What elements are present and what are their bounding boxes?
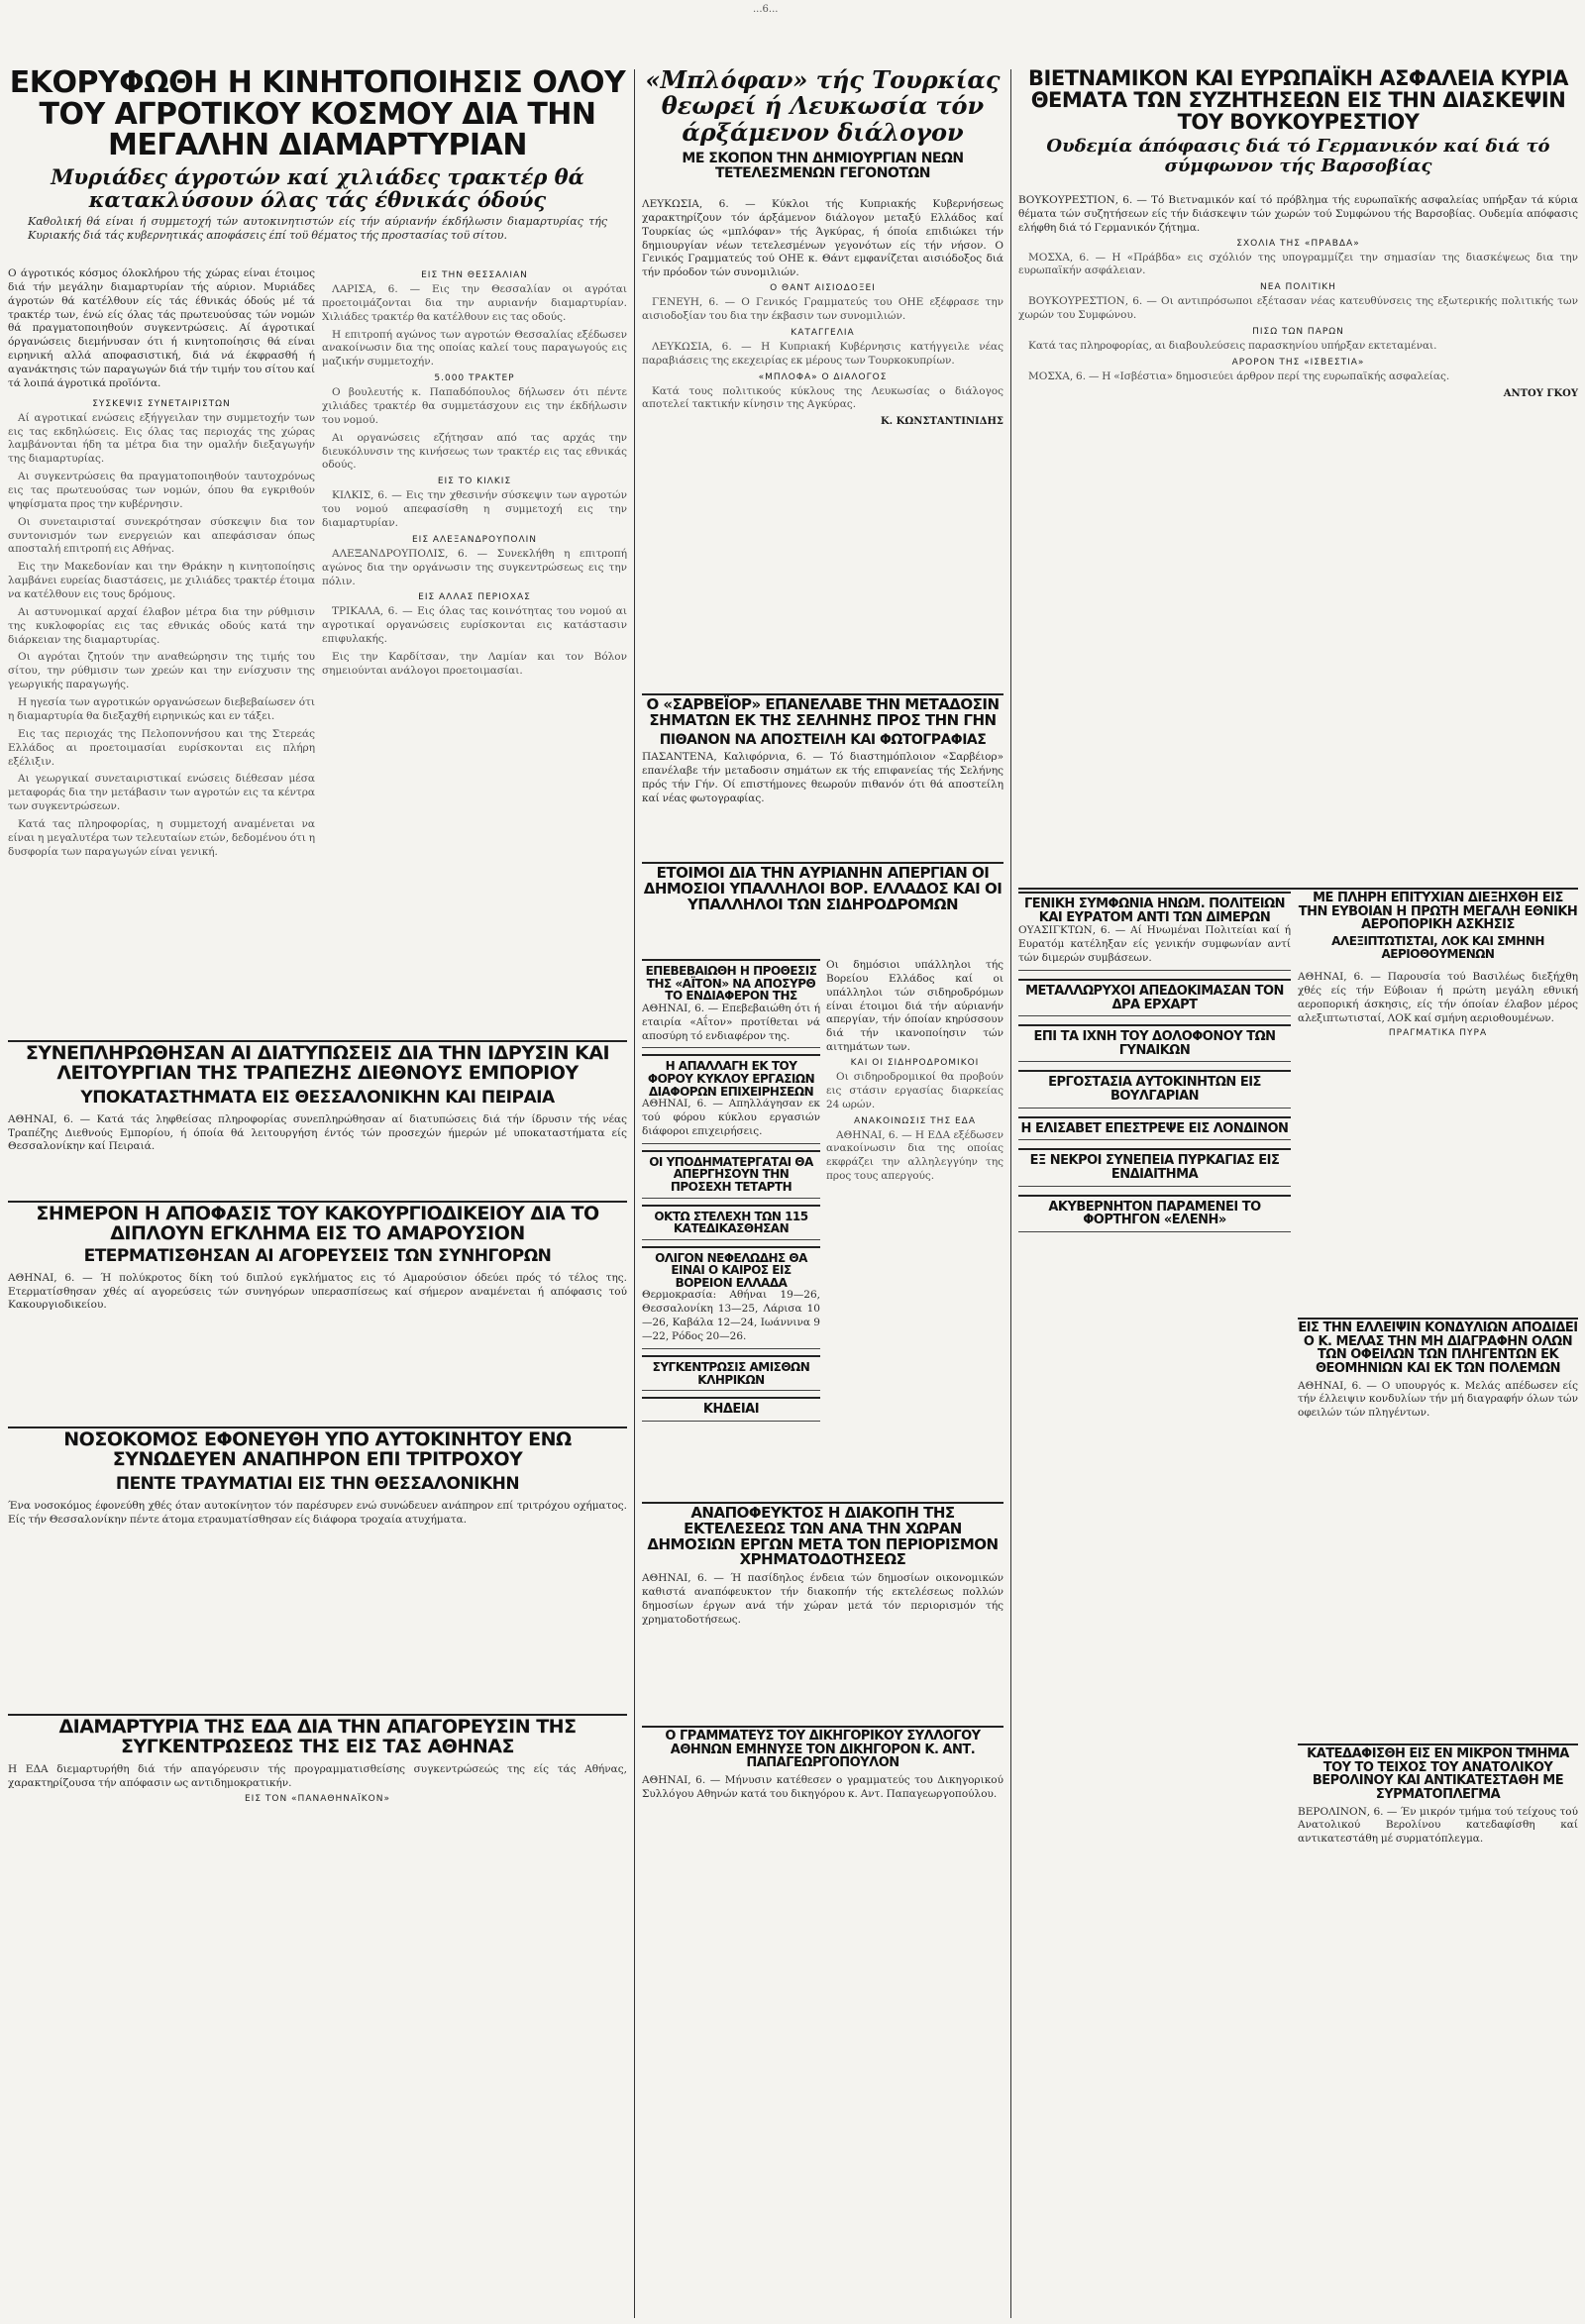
lead-body-right: [322, 267, 627, 1030]
section-kicker: ΠΡΑΓΜΑΤΙΚΑ ΠΥΡΑ: [1388, 1028, 1488, 1039]
lead-body: Ο άγροτικός κόσμος όλοκλήρου τής χώρας είναι έτοιμος διά τήν μεγάλην διαμαρτυρίαν τής αύριον. Μυριάδες άγροτών θά κατέλθουν είς τάς έθνικάς όδούς μέ τά τρακτέρ των, ένώ είς όλας τάς πρωτευούσας τών νομών θά πραγματοποιηθούν συγκεντρώσεις. Αί άγροτικαί όργανώσεις διεμήνυσαν ότι ή κινητοποίησις θά είναι ειρηνική αλλά αποφασιστική, διά νά έκφρασθή ή αγανάκτησις τών παραγωγών διά τήν τιμήν του σίτου καί τά λοιπά άγροτικά προϊόντα.: [8, 267, 315, 389]
section-kicker: ΑΡΟΡΟΝ ΤΗΣ «ΙΣΒΕΣΤΙΑ»: [1231, 357, 1365, 368]
airforce-article: [1298, 891, 1578, 961]
strike-body-block: [826, 959, 1004, 1494]
freighter-headline: ΑΚΥΒΕΡΝΗΤΟΝ ΠΑΡΑΜΕΝΕΙ ΤΟ ΦΟΡΤΗΓΟΝ «ΕΛΕΝΗ»: [1048, 1199, 1261, 1228]
bank-subhead: ΥΠΟΚΑΤΑΣΤΗΜΑΤΑ ΕΙΣ ΘΕΣΣΑΛΟΝΙΚΗΝ ΚΑΙ ΠΕΙΡΑΙΑ: [80, 1087, 555, 1108]
turkey-body-block: [642, 198, 1004, 684]
turkey-headline: «Μπλόφαν» τής Τουρκίας θεωρεί ή Λευκωσία τόν άρξάμενον διάλογον: [645, 65, 1001, 147]
circle-headline: Η ΑΠΑΛΛΑΓΗ ΕΚ ΤΟΥ ΦΟΡΟΥ ΚΥΚΛΟΥ ΕΡΓΑΣΙΩΝ ΔΙΑΦΟΡΩΝ ΕΠΙΧΕΙΡΗΣΕΩΝ: [647, 1059, 815, 1099]
lead-kilkis: ΚΙΛΚΙΣ, 6. — Εις την χθεσινήν σύσκεψιν των αγροτών του νομού απεφασίσθη η συμμετοχή εις την διαμαρτυρίαν.: [322, 489, 627, 530]
section-kicker: ΚΑΙ ΟΙ ΣΙΔΗΡΟΔΡΟΜΙΚΟΙ: [850, 1058, 980, 1069]
nurse-body: Ένα νοσοκόμος έφονεύθη χθές όταν αυτοκίνητον τόν παρέσυρεν ενώ συνώδευεν ανάπηρον επί τριτρόχου οχήματος. Είς τήν Θεσσαλονίκην πέντε άτομα ετραυματίσθησαν είς διάφορα τροχαία ατυχήματα.: [8, 1499, 627, 1526]
weather-headline: ΟΛΙΓΟΝ ΝΕΦΕΛΩΔΗΣ ΘΑ ΕΙΝΑΙ Ο ΚΑΙΡΟΣ ΕΙΣ ΒΟΡΕΙΟΝ ΕΛΛΑΔΑ: [655, 1250, 807, 1290]
murderer-headline: ΕΠΙ ΤΑ ΙΧΝΗ ΤΟΥ ΔΟΛΟΦΟΝΟΥ ΤΩΝ ΓΥΝΑΙΚΩΝ: [1033, 1029, 1276, 1058]
bank-body: ΑΘΗΝΑΙ, 6. — Κατά τάς ληφθείσας πληροφορίας συνεπληρώθησαν αί διατυπώσεις διά τήν ίδρυσιν τής νέας Τραπέζης Διεθνούς Εμπορίου, ή όποία θά λειτουργήση έντός τών προσεχών ήμερών μέ υποκαταστήματα είς Θεσσαλονίκην καί Πειραιά.: [8, 1112, 627, 1153]
works-article: [642, 1506, 1004, 1625]
turkey-article: [642, 67, 1004, 186]
vietnam-behind-scenes: Κατά τας πληροφορίας, αι διαβουλεύσεις παρασκηνίου υπήρξαν εκτεταμέναι.: [1028, 340, 1437, 353]
miners-headline: ΜΕΤΑΛΛΩΡΥΧΟΙ ΑΠΕΔΟΚΙΜΑΣΑΝ ΤΟΝ ΔΡΑ ΕΡΧΑΡΤ: [1025, 983, 1284, 1012]
vietnam-body-block: [1018, 194, 1578, 878]
court-subhead: ΕΤΕΡΜΑΤΙΣΘΗΣΑΝ ΑΙ ΑΓΟΡΕΥΣΕΙΣ ΤΩΝ ΣΥΝΗΓΟΡΩΝ: [83, 1245, 552, 1266]
col3-left-stack: [1018, 892, 1291, 1763]
clergy-headline: ΣΥΓΚΕΝΤΡΩΣΙΣ ΑΜΙΣΘΩΝ ΚΛΗΡΙΚΩΝ: [652, 1359, 810, 1387]
column-rule: [634, 69, 635, 2318]
section-kicker: ΝΕΑ ΠΟΛΙΤΙΚΗ: [1260, 282, 1336, 293]
section-kicker: «ΜΠΛΟΦΑ» Ο ΔΙΑΛΟΓΟΣ: [758, 371, 888, 382]
lead-body-left: [8, 267, 315, 1030]
berlin-headline: ΚΑΤΕΔΑΦΙΣΘΗ ΕΙΣ ΕΝ ΜΙΚΡΟΝ ΤΜΗΜΑ ΤΟΥ ΤΟ ΤΕΙΧΟΣ ΤΟΥ ΑΝΑΤΟΛΙΚΟΥ ΒΕΡΟΛΙΝΟΥ ΚΑΙ ΑΝΤΙΚΑΤΕΣΤΑΘΗ ΜΕ ΣΥΡΜΑΤΟΠΛΕΓΜΑ: [1307, 1746, 1569, 1802]
factories-headline: ΕΡΓΟΣΤΑΣΙΑ ΑΥΤΟΚΙΝΗΤΩΝ ΕΙΣ ΒΟΥΛΓΑΡΙΑΝ: [1048, 1075, 1261, 1105]
strike-eda: ΑΘΗΝΑΙ, 6. — Η ΕΔΑ εξέδωσεν ανακοίνωσιν δια της οποίας εκφράζει την αλληλεγγύην της προς τους απεργούς.: [826, 1128, 1004, 1183]
funerals-headline: ΚΗΔΕΙΑΙ: [702, 1402, 760, 1418]
strike-article: [642, 866, 1004, 955]
euratom-body: ΟΥΑΣΙΓΚΤΩΝ, 6. — Αί Ηνωμέναι Πολιτείαι καί ή Ευρατόμ κατέληξαν είς γενικήν συμφωνίαν αντί τών διμερών συμβάσεων.: [1018, 924, 1291, 964]
nurse-article: [8, 1430, 627, 1668]
airforce-body-block: [1298, 971, 1578, 1308]
surveyor-body: ΠΑΣΑΝΤΕΝΑ, Καλιφόρνια, 6. — Τό διαστημόπλοιον «Σαρβέιορ» επανέλαβε τήν μεταδοσιν σημάτων εκ τής επιφανείας τής Σελήνης πρός τήν Γήν. Οί επιστήμονες θεωρούν πιθανόν ότι θά αποστείλη καί νέας φωτογραφίας.: [642, 751, 1004, 804]
surveyor-headline: Ο «ΣΑΡΒΕΪΟΡ» ΕΠΑΝΕΛΑΒΕ ΤΗΝ ΜΕΤΑΔΟΣΙΝ ΣΗΜΑΤΩΝ ΕΚ ΤΗΣ ΣΕΛΗΝΗΣ ΠΡΟΣ ΤΗΝ ΓΗΝ: [646, 695, 1000, 729]
section-kicker: ΣΧΟΛΙΑ ΤΗΣ «ΠΡΑΒΔΑ»: [1236, 238, 1360, 249]
protest-headline: ΔΙΑΜΑΡΤΥΡΙΑ ΤΗΣ ΕΔΑ ΔΙΑ ΤΗΝ ΑΠΑΓΟΡΕΥΣΙΝ ΤΗΣ ΣΥΓΚΕΝΤΡΩΣΕΩΣ ΤΗΣ ΕΙΣ ΤΑΣ ΑΘΗΝΑΣ: [58, 1716, 577, 1757]
lead-thessaly: ΛΑΡΙΣΑ, 6. — Εις την Θεσσαλίαν οι αγρόται προετοιμάζονται δια την αυριανήν διαμαρτυρίαν. Χιλιάδες τρακτέρ θα κατέλθουν εις τας οδούς. Η επιτροπή αγώνος των αγροτών Θεσσαλίας εξέδωσεν ανακοίνωσιν δια της οποίας καλεί τους παραγωγούς εις μαζικήν συμμετοχήν.: [322, 283, 627, 369]
strike-railway: Οι σιδηροδρομικοί θα προβούν εις στάσιν εργασίας διαρκείας 24 ωρών.: [826, 1071, 1004, 1110]
byline: ΑΝΤΟΥ ΓΚΟΥ: [1503, 387, 1578, 399]
section-kicker: ΕΙΣ ΑΛΛΑΣ ΠΕΡΙΟΧΑΣ: [418, 592, 531, 603]
airforce-body: ΑΘΗΝΑΙ, 6. — Παρουσία τού Βασιλέως διεξήχθη χθές είς τήν Εύβοιαν ή πρώτη μεγάλη εθνική αεροπορική άσκησις, είς τήν όποίαν έλαβον μέρος αλεξιπτωτισταί, ΛΟΚ καί σμήνη αεριοθουμένων.: [1298, 971, 1578, 1024]
strike-headline: ΕΤΟΙΜΟΙ ΔΙΑ ΤΗΝ ΑΥΡΙΑΝΗΝ ΑΠΕΡΓΙΑΝ ΟΙ ΔΗΜΟΣΙΟΙ ΥΠΑΛΛΗΛΟΙ ΒΟΡ. ΕΛΛΑΔΟΣ ΚΑΙ ΟΙ ΥΠΑΛΛΗΛΟΙ ΤΩΝ ΣΙΔΗΡΟΔΡΟΜΩΝ: [643, 864, 1003, 913]
bank-article: [8, 1044, 627, 1193]
column-rule: [1010, 69, 1011, 2318]
airforce-headline: ΜΕ ΠΛΗΡΗ ΕΠΙΤΥΧΙΑΝ ΔΙΕΞΗΧΘΗ ΕΙΣ ΤΗΝ ΕΥΒΟΙΑΝ Η ΠΡΩΤΗ ΜΕΓΑΛΗ ΕΘΝΙΚΗ ΑΕΡΟΠΟΡΙΚΗ ΑΣΚΗΣΙΣ: [1298, 891, 1578, 933]
lead-body-continued: Αί αγροτικαί ενώσεις εξήγγειλαν την συμμετοχήν των εις τας εκδηλώσεις. Εις όλας τας περιοχάς της χώρας λαμβάνονται ήδη τα μέτρα δια την ομαλήν διεξαγωγήν της διαμαρτυρίας. Αι συγκεντρώσεις θα πραγματοποιηθούν ταυτοχρόνως εις τας πρωτευούσας των νομών, όπου θα εγκριθούν ψηφίσματα προς την κυβέρνησιν. Οι συνεταιρισταί συνεκρότησαν σύσκεψιν δια τον συντονισμόν των ενεργειών και απεφάσισαν όπως αποσταλή επιτροπή εις Αθήνας. Εις την Μακεδονίαν και την Θράκην η κινητοποίησις λαμβάνει ευρείας διαστάσεις, με χιλιάδες τρακτέρ έτοιμα να κατέλθουν εις τους δρόμους. Αι αστυνομικαί αρχαί έλαβον μέτρα δια την ρύθμισιν της κυκλοφορίας εις τας εθνικάς οδούς κατά την διάρκειαν της διαμαρτυρίας. Οι αγρόται ζητούν την αναθεώρησιν της τιμής του σίτου, την ρύθμισιν των χρεών και την ενίσχυσιν της γεωργικής παραγωγής. Η ηγεσία των αγροτικών οργανώσεων διεβεβαίωσεν ότι η διαμαρτυρία θα διεξαχθή ειρηνικώς και εν τάξει. Εις τας περιοχάς της Πελοποννήσου και της Στερεάς Ελλάδος αι προετοιμασίαι ευρίσκονται εις πλήρη εξέλιξιν. Αι γεωργικαί συνεταιριστικαί ενώσεις διέθεσαν μέσα μεταφοράς δια την μετάβασιν των αγροτών εις τα κέντρα των συγκεντρώσεων. Κατά τας πληροφορίας, η συμμετοχή αναμένεται να είναι η μεγαλυτέρα των τελευταίων ετών, δεδομένου ότι η δυσφορία των παραγωγών είναι γενική.: [8, 411, 315, 858]
running-head: ...6...: [753, 4, 779, 15]
turkey-body: ΛΕΥΚΩΣΙΑ, 6. — Κύκλοι τής Κυπριακής Κυβερνήσεως χαρακτηρίζουν τόν άρξάμενον διάλογον μεταξύ Ελλάδος καί Τουρκίας ώς «μπλόφαν» τής Άγκύρας, ή όποία επιδιώκει τήν δημιουργίαν νέων τετελεσμένων γεγονότων είς τήν νήσον. Ο Γενικός Γραμματεύς τού ΟΗΕ κ. Θάντ εμφανίζεται αισιόδοξος διά τήν πρόοδον τών συνομιλιών.: [642, 198, 1004, 279]
section-kicker: Ο ΘΑΝΤ ΑΙΣΙΟΔΟΞΕΙ: [770, 283, 876, 294]
surveyor-subhead: ΠΙΘΑΝΟΝ ΝΑ ΑΠΟΣΤΕΙΛΗ ΚΑΙ ΦΩΤΟΓΡΑΦΙΑΣ: [659, 731, 987, 748]
section-kicker: 5.000 ΤΡΑΚΤΕΡ: [434, 373, 515, 384]
turkey-thant: ΓΕΝΕΥΗ, 6. — Ο Γενικός Γραμματεύς του ΟΗΕ εξέφρασε την αισιοδοξίαν του δια την έκβασιν των συνομιλιών.: [642, 296, 1004, 323]
debts-body: ΑΘΗΝΑΙ, 6. — Ο υπουργός κ. Μελάς απέδωσεν είς τήν έλλειψιν κονδυλίων τήν μή διαγραφήν όλων τών οφειλών τών πληγέντων.: [1298, 1379, 1578, 1420]
section-kicker: ΕΙΣ ΑΛΕΞΑΝΔΡΟΥΠΟΛΙΝ: [411, 534, 538, 545]
aiton-headline: ΕΠΕΒΕΒΑΙΩΘΗ Η ΠΡΟΘΕΣΙΣ ΤΗΣ «ΑΪΤΟΝ» ΝΑ ΑΠΟΣΥΡΘ ΤΟ ΕΝΔΙΑΦΕΡΟΝ ΤΗΣ: [645, 964, 817, 1004]
shoemakers-headline: ΟΙ ΥΠΟΔΗΜΑΤΕΡΓΑΤΑΙ ΘΑ ΑΠΕΡΓΗΣΟΥΝ ΤΗΝ ΠΡΟΣΕΧΗ ΤΕΤΑΡΤΗ: [649, 1154, 813, 1194]
vietnam-subhead: Ουδεμία άπόφασις διά τό Γερμανικόν καί διά τό σύμφωνον τής Βαρσοβίας: [1046, 136, 1550, 176]
section-rule: [1298, 1743, 1578, 1745]
fire-headline: ΕΞ ΝΕΚΡΟΙ ΣΥΝΕΠΕΙΑ ΠΥΡΚΑΓΙΑΣ ΕΙΣ ΕΝΔΙΑΙΤΗΜΑ: [1029, 1153, 1280, 1182]
protest-article: [8, 1718, 627, 2312]
section-kicker: ΕΙΣ ΤΟ ΚΙΛΚΙΣ: [437, 476, 512, 487]
vietnam-body: ΒΟΥΚΟΥΡΕΣΤΙΟΝ, 6. — Τό Βιετναμικόν καί τό πρόβλημα τής ευρωπαϊκής ασφαλείας υπήρξαν τά κύρια θέματα τών συζητήσεων είς τήν διάσκεψιν τών χωρών τού Συμφώνου τής Βαρσοβίας. Ουδεμία απόφασις ελήφθη διά τό Γερμανικόν ζήτημα.: [1018, 194, 1578, 234]
strike-body: Οι δημόσιοι υπάλληλοι τής Βορείου Ελλάδος καί οι υπάλληλοι τών σιδηροδρόμων είναι έτοιμοι διά τήν αύριανήν απεργίαν, τήν όποίαν κηρύσσουν διά τήν ικανοποίησιν τών αιτημάτων των.: [826, 959, 1004, 1054]
vietnam-pravda: ΜΟΣΧΑ, 6. — Η «Πράβδα» εις σχόλιόν της υπογραμμίζει την σημασίαν της διασκέψεως δια την ευρωπαϊκήν ασφάλειαν.: [1018, 251, 1578, 277]
circle-body: ΑΘΗΝΑΙ, 6. — Απηλλάγησαν εκ τού φόρου κύκλου εργασιών διάφοροι επιχειρήσεις.: [642, 1098, 820, 1137]
lawyers-headline: Ο ΓΡΑΜΜΑΤΕΥΣ ΤΟΥ ΔΙΚΗΓΟΡΙΚΟΥ ΣΥΛΛΟΓΟΥ ΑΘΗΝΩΝ ΕΜΗΝΥΣΕ ΤΟΝ ΔΙΚΗΓΟΡΟΝ Κ. ΑΝΤ. ΠΑΠΑΓΕΩΡΓΟΠΟΥΛΟΝ: [665, 1729, 981, 1771]
lead-other-areas: ΤΡΙΚΑΛΑ, 6. — Εις όλας τας κοινότητας του νομού αι αγροτικαί οργανώσεις ευρίσκονται εις κατάστασιν επιφυλακής. Εις την Καρδίτσαν, την Λαμίαν και τον Βόλον σημειούνται ανάλογοι προετοιμασίαι.: [322, 605, 627, 677]
vietnam-new-policy: ΒΟΥΚΟΥΡΕΣΤΙΟΝ, 6. — Οι αντιπρόσωποι εξέτασαν νέας κατευθύνσεις της εξωτερικής πολιτικής των χωρών του Συμφώνου.: [1018, 295, 1578, 322]
convicted-headline: ΟΚΤΩ ΣΤΕΛΕΧΗ ΤΩΝ 115 ΚΑΤΕΔΙΚΑΣΘΗΣΑΝ: [654, 1209, 808, 1236]
court-article: [8, 1205, 627, 1383]
vietnam-headline: ΒΙΕΤΝΑΜΙΚΟΝ ΚΑΙ ΕΥΡΩΠΑΪΚΗ ΑΣΦΑΛΕΙΑ ΚΥΡΙΑ ΘΕΜΑΤΑ ΤΩΝ ΣΥΖΗΤΗΣΕΩΝ ΕΙΣ ΤΗΝ ΔΙΑΣΚΕΨΙΝ ΤΟΥ ΒΟΥΚΟΥΡΕΣΤΙΟΥ: [1028, 66, 1568, 135]
byline: Κ. ΚΩΝΣΤΑΝΤΙΝΙΔΗΣ: [880, 416, 1004, 428]
lead-subhead: Μυριάδες άγροτών καί χιλιάδες τρακτέρ θά κατακλύσουν όλας τάς έθνικάς όδούς: [51, 163, 584, 212]
elizabeth-headline: Η ΕΛΙΣΑΒΕΤ ΕΠΕΣΤΡΕΨΕ ΕΙΣ ΛΟΝΔΙΝΟΝ: [1020, 1120, 1289, 1136]
lead-headline: ΕΚΟΡΥΦΩΘΗ Η ΚΙΝΗΤΟΠΟΙΗΣΙΣ ΟΛΟΥ ΤΟΥ ΑΓΡΟΤΙΚΟΥ ΚΟΣΜΟΥ ΔΙΑ ΤΗΝ ΜΕΓΑΛΗΝ ΔΙΑΜΑΡΤΥΡΙΑΝ: [9, 65, 626, 162]
turkey-bluff: Κατά τους πολιτικούς κύκλους της Λευκωσίας ο διάλογος αποτελεί τακτικήν κίνησιν της Αγκύρας.: [642, 384, 1004, 411]
section-kicker: ΠΙΣΩ ΤΩΝ ΠΑΡΩΝ: [1252, 327, 1344, 338]
lead-intro: Καθολική θά είναι ή συμμετοχή τών αυτοκινητιστών είς τήν αύριανήν έκδήλωσιν διαμαρτυρίας τής Κυριακής διά τάς κυβερνητικάς αποφάσεις έπί τοϋ θέματος τής προστασίας τοϋ σίτου.: [28, 214, 607, 243]
aiton-body: ΑΘΗΝΑΙ, 6. — Επεβεβαιώθη ότι ή εταιρία «Αΐτον» προτίθεται νά αποσύρη τό ενδιαφέρον της.: [642, 1002, 820, 1042]
surveyor-article: [642, 697, 1004, 856]
section-kicker: ΚΑΤΑΓΓΕΛΙΑ: [791, 327, 855, 338]
lead-alexandroupolis: ΑΛΕΞΑΝΔΡΟΥΠΟΛΙΣ, 6. — Συνεκλήθη η επιτροπή αγώνος δια την οργάνωσιν της συγκεντρώσεως εις την πόλιν.: [322, 547, 627, 587]
vietnam-article: [1018, 67, 1578, 186]
protest-body: Η ΕΔΑ διεμαρτυρήθη διά τήν απαγόρευσιν τής προγραμματισθείσης συγκεντρώσεώς της είς τάς Αθήνας, χαρακτηρίζουσα τήν απόφασιν ως αντιδημοκρατικήν.: [8, 1762, 627, 1789]
works-headline: ΑΝΑΠΟΦΕΥΚΤΟΣ Η ΔΙΑΚΟΠΗ ΤΗΣ ΕΚΤΕΛΕΣΕΩΣ ΤΩΝ ΑΝΑ ΤΗΝ ΧΩΡΑΝ ΔΗΜΟΣΙΩΝ ΕΡΓΩΝ ΜΕΤΑ ΤΟΝ ΠΕΡΙΟΡΙΣΜΟΝ ΧΡΗΜΑΤΟΔΟΤΗΣΕΩΣ: [647, 1504, 999, 1569]
weather-body: Θερμοκρασία: Αθήναι 19—26, Θεσσαλονίκη 13—25, Λάρισα 10—26, Καβάλα 12—24, Ιωάννινα 9—22, Ρόδος 20—26.: [642, 1289, 820, 1343]
turkey-denunciation: ΛΕΥΚΩΣΙΑ, 6. — Η Κυπριακή Κυβέρνησις κατήγγειλε νέας παραβιάσεις της εκεχειρίας εκ μέρους των Τουρκοκυπρίων.: [642, 340, 1004, 367]
nurse-headline: ΝΟΣΟΚΟΜΟΣ ΕΦΟΝΕΥΘΗ ΥΠΟ ΑΥΤΟΚΙΝΗΤΟΥ ΕΝΩ ΣΥΝΩΔΕΥΕΝ ΑΝΑΠΗΡΟΝ ΕΠΙ ΤΡΙΤΡΟΧΟΥ: [63, 1428, 572, 1470]
section-kicker: ΣΥΣΚΕΨΙΣ ΣΥΝΕΤΑΙΡΙΣΤΩΝ: [92, 398, 231, 409]
section-kicker: ΕΙΣ ΤΗΝ ΘΕΣΣΑΛΙΑΝ: [421, 270, 528, 280]
section-rule: [1018, 888, 1578, 890]
debts-article: [1298, 1321, 1578, 1609]
vietnam-izvestia: ΜΟΣΧΑ, 6. — Η «Ισβέστια» δημοσιεύει άρθρον περί της ευρωπαϊκής ασφαλείας.: [1028, 370, 1450, 382]
works-body: ΑΘΗΝΑΙ, 6. — Ή πασίδηλος ένδεια τών δημοσίων οικονομικών καθιστά αναπόφευκτον τήν διακοπήν τής εκτελέσεως πολλών δημοσίων έργων ανά τήν χώραν μετά τόν περιορισμόν τής χρηματοδοτήσεως.: [642, 1572, 1004, 1626]
lawyers-article: [642, 1730, 1004, 1928]
lead-tractors: Ο βουλευτής κ. Παπαδόπουλος δήλωσεν ότι πέντε χιλιάδες τρακτέρ θα συμμετάσχουν εις την έκδήλωσιν του νομού. Αι οργανώσεις εζήτησαν από τας αρχάς την διευκόλυνσιν της κινήσεως των τρακτέρ εις τας εθνικάς οδούς.: [322, 386, 627, 472]
section-kicker: ΕΙΣ ΤΟΝ «ΠΑΝΑΘΗΝΑΪΚΟΝ»: [244, 1793, 390, 1804]
debts-headline: ΕΙΣ ΤΗΝ ΕΛΛΕΙΨΙΝ ΚΟΝΔΥΛΙΩΝ ΑΠΟΔΙΔΕΙ Ο Κ. ΜΕΛΑΣ ΤΗΝ ΜΗ ΔΙΑΓΡΑΦΗΝ ΟΛΩΝ ΤΩΝ ΟΦΕΙΛΩΝ ΤΩΝ ΠΛΗΓΕΝΤΩΝ ΕΚ ΘΕΟΜΗΝΙΩΝ ΚΑΙ ΕΚ ΤΩΝ ΠΟΛΕΜΩΝ: [1298, 1320, 1578, 1376]
airforce-subhead: ΑΛΕΞΙΠΤΩΤΙΣΤΑΙ, ΛΟΚ ΚΑΙ ΣΜΗΝΗ ΑΕΡΙΟΘΟΥΜΕΝΩΝ: [1331, 933, 1544, 961]
bank-headline: ΣΥΝΕΠΛΗΡΩΘΗΣΑΝ ΑΙ ΔΙΑΤΥΠΩΣΕΙΣ ΔΙΑ ΤΗΝ ΙΔΡΥΣΙΝ ΚΑΙ ΛΕΙΤΟΥΡΓΙΑΝ ΤΗΣ ΤΡΑΠΕΖΗΣ ΔΙΕΘΝΟΥΣ ΕΜΠΟΡΙΟΥ: [25, 1042, 610, 1084]
nurse-subhead: ΠΕΝΤΕ ΤΡΑΥΜΑΤΙΑΙ ΕΙΣ ΤΗΝ ΘΕΣΣΑΛΟΝΙΚΗΝ: [115, 1473, 520, 1494]
berlin-article: [1298, 1747, 1578, 2302]
euratom-headline: ΓΕΝΙΚΗ ΣΥΜΦΩΝΙΑ ΗΝΩΜ. ΠΟΛΙΤΕΙΩΝ ΚΑΙ ΕΥΡΑΤΟΜ ΑΝΤΙ ΤΩΝ ΔΙΜΕΡΩΝ: [1023, 897, 1286, 925]
section-rule: [642, 1726, 1004, 1728]
section-kicker: ΑΝΑΚΟΙΝΩΣΙΣ ΤΗΣ ΕΔΑ: [854, 1115, 976, 1126]
court-body: ΑΘΗΝΑΙ, 6. — Ή πολύκροτος δίκη τού διπλού εγκλήματος εις τό Αμαρούσιον όδεύει πρός τό τέλος της. Ετερματίσθησαν χθές αί αγορεύσεις τών συνηγόρων υπερασπίσεως καί σήμερον αναμένεται ή απόφασις τού Κακουργιοδικείου.: [8, 1271, 627, 1312]
berlin-body: ΒΕΡΟΛΙΝΟΝ, 6. — Έν μικρόν τμήμα τού τείχους τού Ανατολικού Βερολίνου κατεδαφίσθη καί αντικατεστάθη μέ συρματόπλεγμα.: [1298, 1805, 1578, 1846]
court-headline: ΣΗΜΕΡΟΝ Η ΑΠΟΦΑΣΙΣ ΤΟΥ ΚΑΚΟΥΡΓΙΟΔΙΚΕΙΟΥ ΔΙΑ ΤΟ ΔΙΠΛΟΥΝ ΕΓΚΛΗΜΑ ΕΙΣ ΤΟ ΑΜΑΡΟΥΣΙΟΝ: [36, 1203, 599, 1244]
lawyers-body: ΑΘΗΝΑΙ, 6. — Μήνυσιν κατέθεσεν ο γραμματεύς του Δικηγορικού Συλλόγου Αθηνών κατά του δικηγόρου κ. Αντ. Παπαγεωργοπούλου.: [642, 1773, 1004, 1800]
section-rule: [1298, 1318, 1578, 1320]
turkey-subhead: ΜΕ ΣΚΟΠΟΝ ΤΗΝ ΔΗΜΙΟΥΡΓΙΑΝ ΝΕΩΝ ΤΕΤΕΛΕΣΜΕΝΩΝ ΓΕΓΟΝΟΤΩΝ: [682, 151, 964, 181]
